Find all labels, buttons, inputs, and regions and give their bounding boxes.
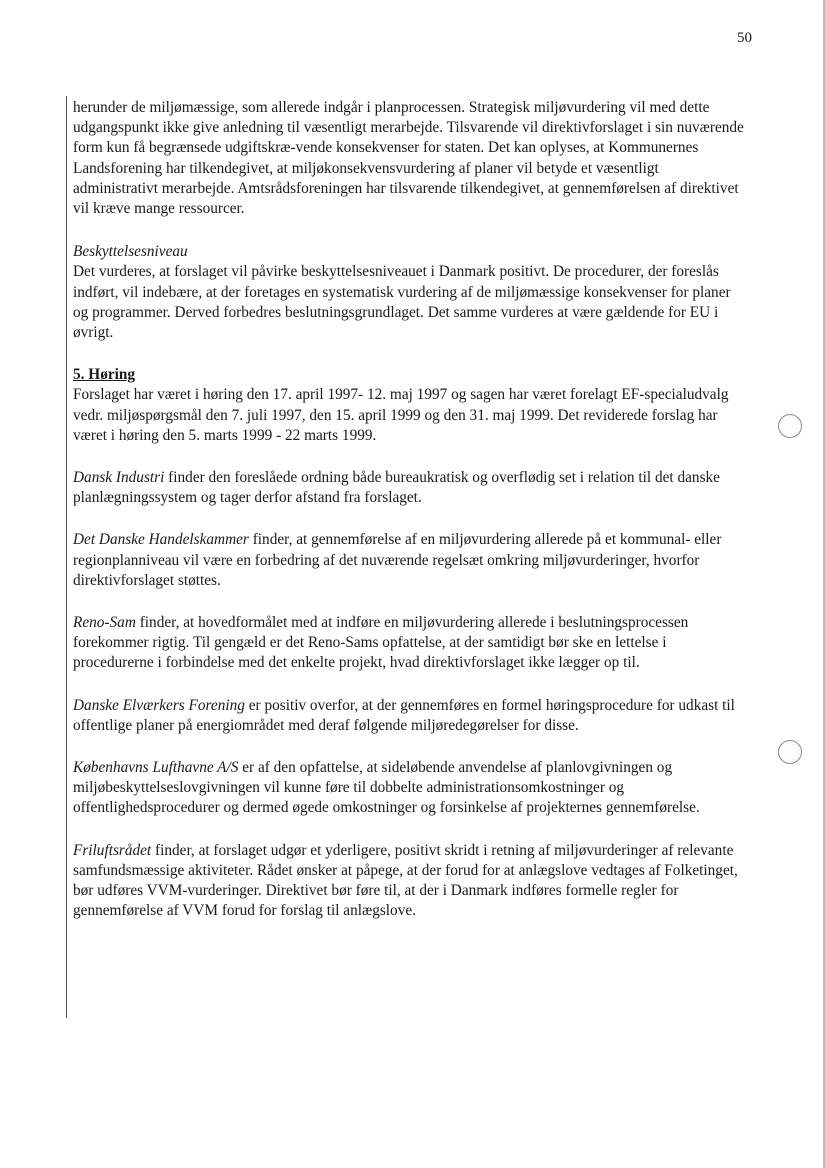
response-handelskammer: [73, 530, 745, 591]
punch-hole-icon: [778, 414, 802, 438]
hearing-section: [73, 365, 745, 446]
protection-text: Det vurderes, at forslaget vil påvirke beskyttelsesniveauet i Danmark positivt. De procedurer, der foreslås indført, vil indebære, at der foretages en systematisk vurdering af de miljømæssige konsekvenser for planer og programmer. Derved forbedres beslutningsgrundlaget. Det samme vurderes at være gældende for EU i øvrigt.: [73, 263, 731, 342]
org-name: Friluftsrådet: [73, 841, 152, 859]
org-name: Reno-Sam: [73, 614, 136, 632]
hearing-title: 5. Høring: [73, 366, 136, 384]
response-friluftsraadet: [73, 841, 745, 922]
intro-paragraph: herunder de miljømæssige, som allerede indgår i planprocessen. Strategisk miljøvurdering vil med dette udgangspunkt ikke give anledning til væsentligt merarbejde. Tilsvarende vil direktivforslaget i sin nuværende form kun få begrænsede udgiftskræ-vende konsekvenser for staten. Det kan oplyses, at Kommunernes Landsforening har tilkendegivet, at miljøkonsekvensvurdering af planer vil betyde et væsentligt administrativt merarbejde. Amtsrådsforeningen har tilsvarende tilkendegivet, at gennemførelsen af direktivet vil kræve mange ressourcer.: [73, 99, 744, 218]
response-text: finder, at hovedformålet med at indføre en miljøvurdering allerede i beslutningsprocessen forekommer rigtig. Til gengæld er det Reno-Sams opfattelse, at der samtidigt bør ske en lettelse i procedurerne i forbindelse med det enkelte projekt, hvad direktivforslaget ikke lægger op til.: [73, 614, 689, 672]
org-name: Det Danske Handelskammer: [73, 531, 249, 549]
page-number: 50: [737, 30, 752, 46]
response-text: er positiv overfor, at der gennemføres en formel høringsprocedure for udkast til offentlige planer på energiområdet med deraf følgende miljøredegørelser for disse.: [73, 696, 735, 734]
response-elvaerkers-forening: [73, 696, 745, 736]
response-reno-sam: [73, 613, 745, 674]
document-body: [73, 98, 745, 944]
response-text: finder, at forslaget udgør et yderligere, positivt skridt i retning af miljøvurderinger af relevante samfundsmæssige aktiviteter. Rådet ønsker at påpege, at der forud for at anlægslove vedtages af Folketinget, bør udføres VVM-vurderinger. Direktivet bør føre til, at der i Danmark indføres formelle regler for gennemførelse af VVM forud for forslag til anlægslove.: [73, 841, 738, 920]
response-text: er af den opfattelse, at sideløbende anvendelse af planlovgivningen og miljøbeskyttelseslovgivningen vil kunne føre til dobbelte administrationsomkostninger og offentlighedsprocedurer og dermed øgede omkostninger og forsinkelse af projekternes gennemførelse.: [73, 759, 700, 817]
org-name: Københavns Lufthavne A/S: [73, 759, 239, 777]
response-text: finder, at gennemførelse af en miljøvurdering allerede på et kommunal- eller regionplanniveau vil være en forbedring af det nuværende regelsæt omkring miljøvurderinger, hvorfor direktivforslaget støttes.: [73, 531, 722, 589]
protection-heading: Beskyttelsesniveau: [73, 243, 188, 261]
protection-section: [73, 242, 745, 343]
response-lufthavne: [73, 758, 745, 819]
org-name: Dansk Industri: [73, 469, 165, 487]
response-dansk-industri: [73, 468, 745, 508]
org-name: Danske Elværkers Forening: [73, 696, 245, 714]
punch-hole-icon: [778, 740, 802, 764]
margin-bar: [66, 96, 67, 1018]
response-text: finder den foreslåede ordning både bureaukratisk og overflødig set i relation til det danske planlægningssystem og tager derfor afstand fra forslaget.: [73, 469, 720, 507]
hearing-text: Forslaget har været i høring den 17. april 1997- 12. maj 1997 og sagen har været forelagt EF-specialudvalg vedr. miljøspørgsmål den 7. juli 1997, den 15. april 1999 og den 31. maj 1999. Det reviderede forslag har været i høring den 5. marts 1999 - 22 marts 1999.: [73, 386, 729, 444]
